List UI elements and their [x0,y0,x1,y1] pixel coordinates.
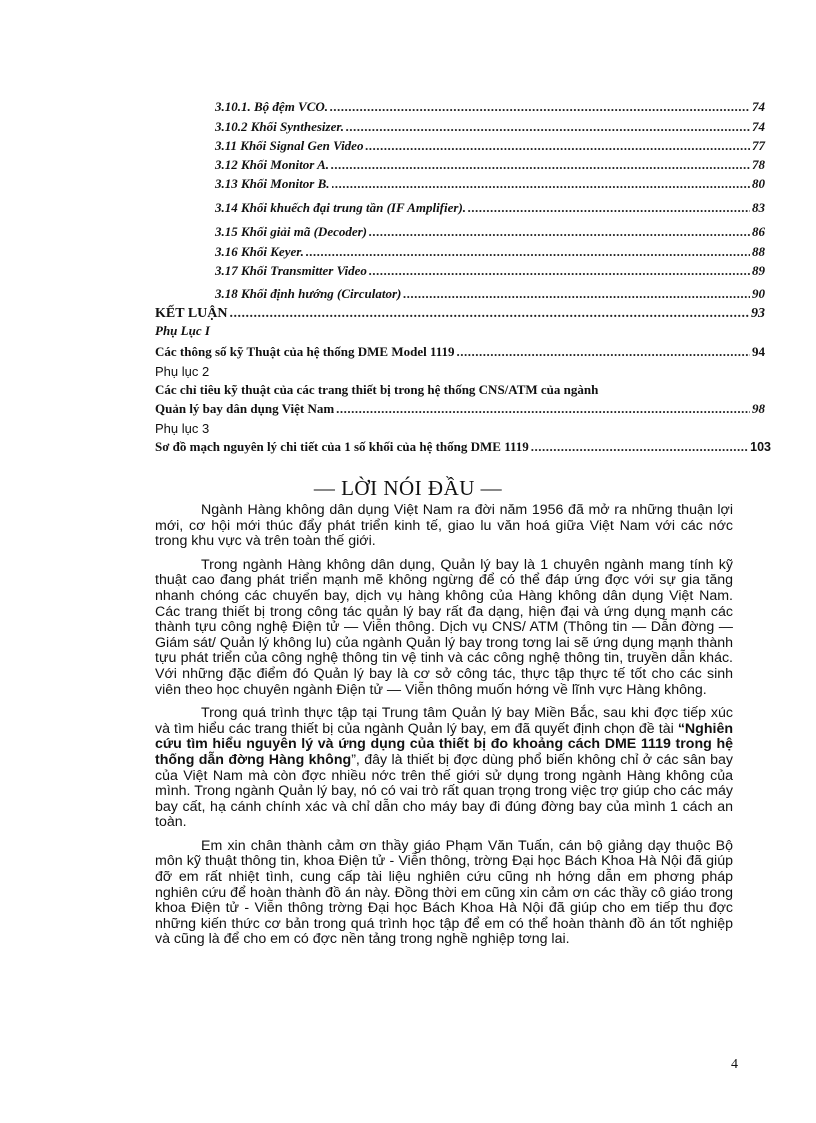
toc-entry-page: 88 [752,244,765,259]
toc-leader-dots [531,438,748,456]
toc-entry-label: Các thông số kỹ Thuật của hệ thống DME Model 1119 [155,344,455,359]
toc-leader-dots [403,285,750,303]
toc-entry-3-17[interactable] [215,262,765,280]
toc-leader-dots [331,156,750,174]
toc-entry-page: 94 [752,344,765,359]
preface-paragraph [155,558,733,698]
toc-entry-page: 93 [751,306,765,321]
toc-leader-dots [336,400,750,418]
toc-entry-3-10-2[interactable] [215,118,765,136]
appendix2-heading: Phụ lục 2 [155,364,210,379]
toc-leader-dots [306,243,750,261]
toc-leader-dots [369,223,750,241]
thesis-title-text: “Nghiên cứu tìm hiểu nguyên lý và ứng dụng của thiết bị đo khoảng cách DME 1119 trong hệ thống dẫn đờng Hàng không [155,720,733,768]
toc-entry-3-16[interactable] [215,243,765,261]
paragraph-text: Em xin chân thành cảm ơn thầy giáo Phạm Văn Tuấn, cán bộ giảng dạy thuộc Bộ môn kỹ thuật thông tin, khoa Điện tử - Viễn thông, trờng Đại học Bách Khoa Hà Nội đã giúp đỡ em rất nhiệt tình, cung cấp tài liệu nghiên cứu cũng nh hớng dẫn em phơng pháp nghiên cứu để hoàn thành đồ án này. Đồng thời em cũng xin cảm ơn các thầy cô giáo trong khoa Điện tử - Viễn thông trờng Đại học Bách Khoa Hà Nội đã giúp cho em tiếp thu đợc những kiến thức cơ bản trong quá trình học tập để em có thể hoàn thành đồ án tốt nghiệp và cũng là để cho em có đợc nền tảng trong nghề nghiệp tơng lai. [155,837,733,948]
page-number: 4 [731,1057,738,1072]
toc-entry-label: 3.17 Khối Transmitter Video [215,263,367,278]
toc-entry-conclusion[interactable] [155,305,765,323]
paragraph-text: Trong quá trình thực tập tại Trung tâm Quản lý bay Miền Bắc, sau khi đợc tiếp xúc và tìm hiểu các trang thiết bị của ngành Quản lý bay, em đã quyết định chọn đề tài [155,705,733,737]
appendix2-title-line1: Các chỉ tiêu kỹ thuật của các trang thiết bị trong hệ thống CNS/ATM của ngành [155,382,599,397]
toc-entry-page: 78 [752,157,765,172]
toc-leader-dots [457,343,750,361]
toc-entry-label: KẾT LUẬN [155,306,228,321]
toc-entry-page: 90 [752,286,765,301]
toc-leader-dots [330,98,750,116]
toc-entry-page: 86 [752,224,765,239]
toc-entry-label: 3.15 Khối giải mã (Decoder) [215,224,368,239]
toc-leader-dots [369,262,750,280]
toc-entry-label: 3.14 Khối khuếch đại trung tần (IF Amplifier). [215,200,467,215]
appendix3-heading: Phụ lục 3 [155,421,210,436]
paragraph-text: ”, đây là thiết bị đợc dùng phổ biến không chỉ ở các sân bay của Việt Nam mà còn đợc nhiều nớc trên thế giới sử dụng trong ngành Hàng không của mình. Trong ngành Quản lý bay, nó có vai trò rất quan trọng trong việc trợ giúp cho các máy bay cất, hạ cánh chính xác và chỉ dẫn cho máy bay đi đúng đờng bay của mình 1 cách an toàn. [155,751,733,831]
appendix1-heading: Phụ Lục I [155,323,210,338]
toc-entry-label: 3.16 Khối Keyer. [215,244,304,259]
toc-entry-label: Sơ đồ mạch nguyên lý chi tiết của 1 số khối của hệ thống DME 1119 [155,439,529,454]
toc-entry-label: 3.11 Khối Signal Gen Video [215,138,364,153]
toc-entry-label: 3.18 Khối định hướng (Circulator) [215,286,402,301]
preface-paragraph [155,839,733,948]
toc-entry-3-13[interactable] [215,175,765,193]
toc-entry-label: 3.13 Khối Monitor B. [215,176,330,191]
toc-entry-label: Quản lý bay dân dụng Việt Nam [155,401,335,416]
preface-paragraph [155,503,733,550]
toc-leader-dots [468,199,750,217]
toc-entry-page: 74 [752,99,765,114]
toc-leader-dots [346,118,750,136]
toc-entry-page: 89 [752,263,765,278]
toc-entry-3-10-1[interactable] [215,98,765,116]
toc-leader-dots [332,175,750,193]
toc-entry-page: 98 [752,401,765,416]
toc-entry-3-14[interactable] [215,199,765,217]
toc-entry-3-15[interactable] [215,223,765,241]
toc-entry-page: 77 [752,138,765,153]
toc-entry-label: 3.10.2 Khối Synthesizer. [215,119,344,134]
paragraph-text: Trong ngành Hàng không dân dụng, Quản lý bay là 1 chuyên ngành mang tính kỹ thuật cao đang phát triển mạnh mẽ không ngừng để có thể đáp ứng đợc với sự gia tăng nhanh chóng các chuyến bay, dịch vụ hàng không của Hàng không dân dụng Việt Nam. Các trang thiết bị trong công tác quản lý bay rất đa dạng, hiện đại và ứng dụng mạnh các thành tựu công nghệ Điện tử — Viễn thông. Dịch vụ CNS/ ATM (Thông tin — Dẫn đờng — Giám sát/ Quản lý không lu) của ngành Quản lý bay trong tơng lai sẽ ứng dụng mạnh thành tựu phát triển của công nghệ thông tin vệ tinh và các công nghệ thông tin, truyền dẫn khác. Với những đặc điểm đó Quản lý bay là cơ sở công tác, thực tập thực tế tốt cho các sinh viên theo học chuyên ngành Điện tử — Viễn thông muốn hớng về lĩnh vực Hàng không. [155,556,733,698]
toc-leader-dots [229,305,749,323]
paragraph-text: Ngành Hàng không dân dụng Việt Nam ra đời năm 1956 đã mở ra những thuận lợi mới, cơ hội mới thúc đẩy phát triển kinh tế, giao lu văn hoá giữa Việt Nam với các nớc trong khu vực và trên toàn thế giới. [155,502,733,550]
toc-entry-label: 3.10.1. Bộ đệm VCO. [215,99,329,114]
toc-entry-page: 80 [752,176,765,191]
toc-entry-page: 103 [750,440,771,454]
toc-leader-dots [365,137,750,155]
toc-entry-page: 74 [752,119,765,134]
toc-entry-appendix2[interactable] [155,400,765,418]
preface-body [155,503,733,956]
toc-entry-appendix3[interactable] [155,438,771,456]
toc-entry-3-12[interactable] [215,156,765,174]
toc-entry-3-18[interactable] [215,285,765,303]
toc-entry-label: 3.12 Khối Monitor A. [215,157,330,172]
toc-entry-appendix1[interactable] [155,343,765,361]
toc-entry-page: 83 [752,200,765,215]
toc-entry-3-11[interactable] [215,137,765,155]
preface-paragraph [155,706,733,831]
section-title: — LỜI NÓI ĐẦU — [313,476,503,500]
